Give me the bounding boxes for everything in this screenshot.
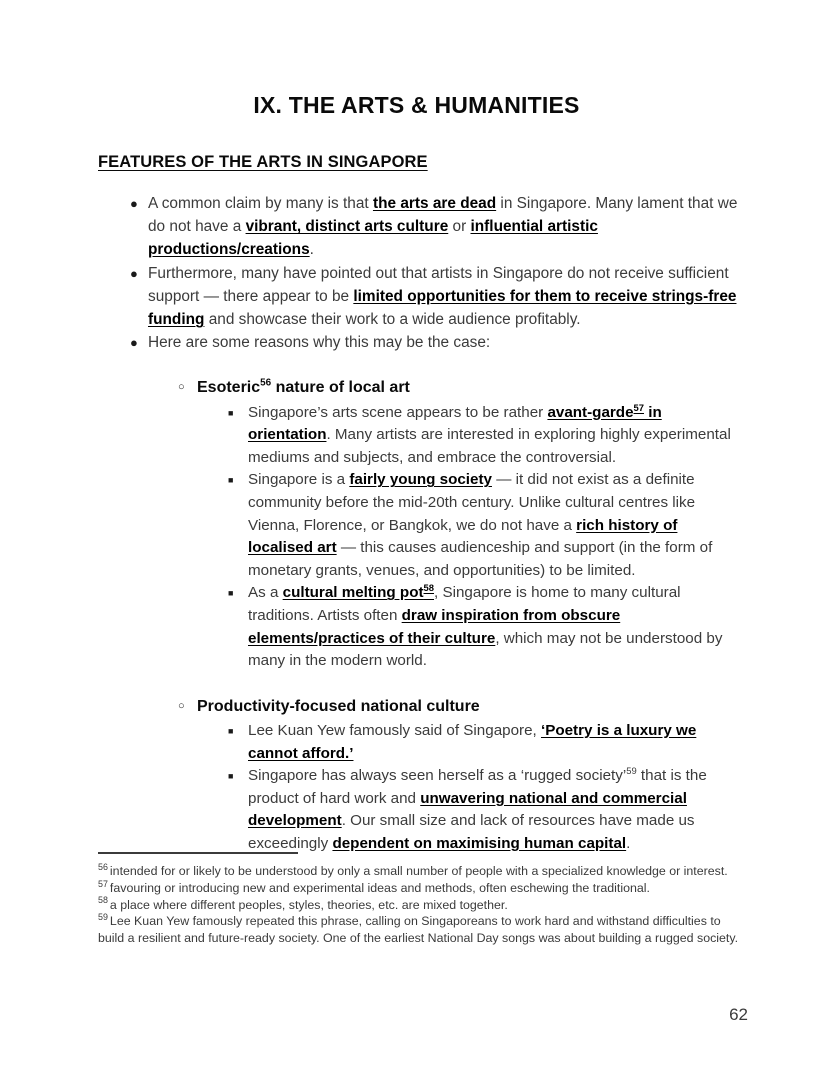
- footnote-separator: [98, 852, 298, 854]
- subsection-productivity-points: [85, 718, 748, 856]
- bullet-disc-icon: ●: [130, 265, 138, 281]
- list-item: [228, 582, 748, 672]
- list-item-text: Singapore is a fairly young society — it did not exist as a definite community before the mid-20th century. Unlike cultural centres like Vienna, Florence, or Bangkok, we do not have a rich history of localised art — this causes audienceship and support (in the form of monetary grants, venues, and opportunities) to be limited.: [248, 471, 713, 579]
- footnote-text: favouring or introducing new and experimental ideas and methods, often eschewing the traditional.: [109, 880, 650, 895]
- subsection-heading-text: Productivity-focused national culture: [197, 697, 480, 715]
- list-item-text: A common claim by many is that the arts are dead in Singapore. Many lament that we do not have a vibrant, distinct arts culture or influential artistic productions/creations.: [148, 195, 738, 259]
- footnote-text: Lee Kuan Yew famously repeated this phrase, calling on Singaporeans to work hard and withstand difficulties to build a resilient and future-ready society. One of the earliest National Day songs was about building a rugged society.: [98, 914, 739, 946]
- emphasis-limited-opportunities-funding: limited opportunities for them to receive strings-free funding: [148, 287, 737, 329]
- footnotes-section: [85, 852, 748, 947]
- footnote-text: intended for or likely to be understood by only a small number of people with a specialized knowledge or interest.: [109, 864, 728, 878]
- emphasis-unwavering-national-commercial-development: unwavering national and commercial development: [248, 789, 687, 830]
- list-item: [228, 469, 748, 582]
- footnote-ref-56: 56: [260, 378, 272, 390]
- list-item-text: As a cultural melting pot$^{58}$, Singapore is home to many cultural traditions. Artists often draw inspiration from obscure elements/practices of their culture, which may not be understood by many in the modern world.: [248, 582, 723, 670]
- footnote-number: 57: [98, 878, 108, 889]
- bullet-square-icon: ■: [228, 588, 234, 599]
- emphasis-vibrant-distinct-arts-culture: vibrant, distinct arts culture: [245, 218, 449, 236]
- bullet-disc-icon: ●: [130, 335, 138, 351]
- subsection-heading-text: Esoteric$^{56}$ nature of local art: [197, 378, 410, 397]
- page-title: IX. THE ARTS & HUMANITIES: [253, 92, 580, 118]
- list-item: [228, 720, 748, 765]
- footnote-text: a place where different peoples, styles, theories, etc. are mixed together.: [109, 897, 508, 912]
- list-item: [130, 262, 748, 332]
- emphasis-poetry-is-a-luxury: ‘Poetry is a luxury we cannot afford.’: [248, 721, 697, 762]
- list-item-text: Singapore’s arts scene appears to be rather avant-garde$^{57}$ in orientation. Many artists are interested in exploring highly experimental mediums and subjects, and embrace the controversial.: [248, 401, 731, 466]
- bullet-square-icon: ■: [228, 475, 234, 486]
- subsection-heading-esoteric: [178, 376, 748, 399]
- subsection-esoteric-points: [85, 400, 748, 673]
- footnote-item: [98, 863, 748, 880]
- bullet-circle-icon: ○: [178, 699, 185, 712]
- bullet-square-icon: ■: [228, 407, 234, 418]
- subsection-heading-productivity: [178, 695, 748, 718]
- list-item: [228, 402, 748, 470]
- emphasis-dependent-maximising-human-capital: dependent on maximising human capital: [332, 834, 627, 852]
- page-number: 62: [729, 1005, 748, 1024]
- list-item-text: Here are some reasons why this may be the case:: [148, 334, 491, 352]
- emphasis-influential-artistic-productions: influential artistic productions/creations: [148, 218, 598, 259]
- section-heading: FEATURES OF THE ARTS IN SINGAPORE: [98, 153, 428, 171]
- list-item: [228, 765, 748, 855]
- footnote-item: [98, 897, 748, 914]
- emphasis-fairly-young-society: fairly young society: [349, 471, 492, 489]
- footnote-number: 59: [98, 912, 108, 923]
- footnote-number: 56: [98, 861, 108, 872]
- list-item: [130, 331, 748, 354]
- bullet-circle-icon: ○: [178, 381, 185, 394]
- bullet-square-icon: ■: [228, 725, 234, 736]
- footnote-item: [98, 880, 748, 897]
- footnote-item: [98, 913, 748, 947]
- footnote-number: 58: [98, 895, 108, 906]
- emphasis-the-arts-are-dead: the arts are dead: [372, 195, 497, 212]
- body-content: [85, 172, 748, 856]
- footnote-ref-59: 59: [626, 765, 637, 777]
- list-item-text: Furthermore, many have pointed out that artists in Singapore do not receive sufficient support — there appear to be limited opportunities for them to receive strings-free funding and showcase their work to a wide audience profitably.: [148, 264, 737, 329]
- bullet-disc-icon: ●: [130, 196, 138, 211]
- emphasis-cultural-melting-pot: cultural melting pot$^{58}$: [282, 582, 435, 602]
- footnote-ref-58: 58: [423, 582, 435, 594]
- emphasis-rich-history-localised-art: rich history of localised art: [248, 516, 678, 557]
- bullet-square-icon: ■: [228, 771, 234, 782]
- footnote-ref-57: 57: [633, 401, 644, 413]
- emphasis-avant-garde-in-orientation: avant-garde$^{57}$ in orientation: [248, 401, 662, 444]
- emphasis-draw-inspiration-obscure-elements: draw inspiration from obscure elements/practices of their culture: [248, 606, 621, 647]
- list-item-text: Singapore has always seen herself as a ‘rugged society’$^{59}$ that is the product of hard work and unwavering national and commercial development. Our small size and lack of resources have made us exceedingly dependent on maximising human capital.: [248, 765, 707, 852]
- list-item-text: Lee Kuan Yew famously said of Singapore, ‘Poetry is a luxury we cannot afford.’: [248, 721, 697, 762]
- list-item: [130, 192, 748, 262]
